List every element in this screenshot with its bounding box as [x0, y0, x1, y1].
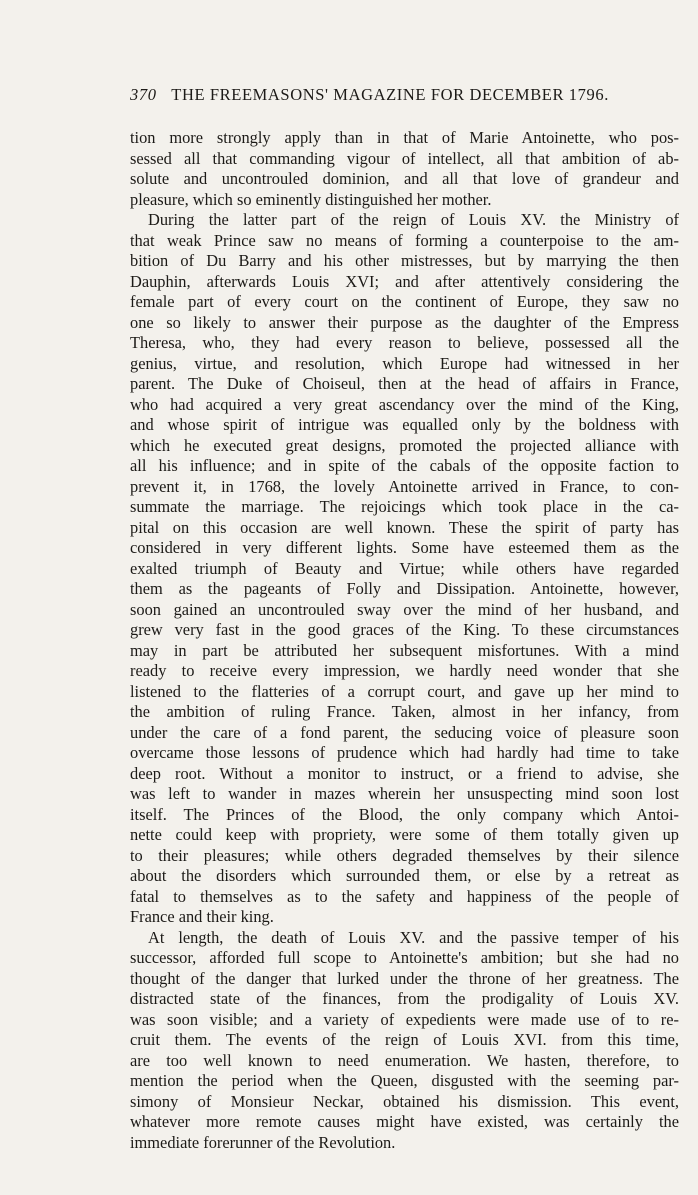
text-line: was left to wander in mazes wherein her unsuspecting mind soon lost — [130, 784, 679, 803]
text-line: considered in very different lights. Some have esteemed them as the — [130, 538, 679, 557]
text-line: one so likely to answer their purpose as the daughter of the Empress — [130, 312, 679, 332]
text-line: overcame those lessons of prudence which had hardly had time to take — [130, 743, 679, 762]
text-line: which he executed great designs, promoted the projected alliance with — [130, 435, 679, 455]
text-line: under the care of a fond parent, the seducing voice of pleasure soon — [130, 722, 679, 742]
text-line: the ambition of ruling France. Taken, almost in her infancy, from — [130, 702, 679, 721]
text-line: may in part be attributed her subsequent misfortunes. With a mind — [130, 640, 679, 660]
text-line: listened to the flatteries of a corrupt court, and gave up her mind to — [130, 681, 679, 701]
text-line: was soon visible; and a variety of expedients were made use of to re- — [130, 1009, 679, 1029]
text-line: prevent it, in 1768, the lovely Antoinette arrived in France, to con- — [130, 476, 679, 496]
article-body — [130, 128, 679, 1153]
text-line: who had acquired a very great ascendancy over the mind of the King, — [130, 394, 679, 414]
text-line: Theresa, who, they had every reason to believe, possessed all the — [130, 333, 679, 352]
page-number: 370 — [130, 85, 157, 104]
text-line: to their pleasures; while others degraded themselves by their silence — [130, 845, 679, 865]
text-line: fatal to themselves as to the safety and happiness of the people of — [130, 886, 679, 906]
text-line: bition of Du Barry and his other mistresses, but by marrying the then — [130, 251, 679, 270]
text-line: and whose spirit of intrigue was equalled only by the boldness with — [130, 415, 679, 434]
text-line: that weak Prince saw no means of forming a counterpoise to the am- — [130, 230, 679, 250]
text-line: cruit them. The events of the reign of Louis XVI. from this time, — [130, 1030, 679, 1049]
text-line: genius, virtue, and resolution, which Europe had witnessed in her — [130, 353, 679, 373]
text-line: parent. The Duke of Choiseul, then at the head of affairs in France, — [130, 374, 679, 393]
text-line: soon gained an uncontrouled sway over the mind of her husband, and — [130, 599, 679, 619]
text-line: tion more strongly apply than in that of Marie Antoinette, who pos- — [130, 128, 679, 147]
text-line: solute and uncontrouled dominion, and all that love of grandeur and — [130, 169, 679, 188]
text-line: are too well known to need enumeration. We hasten, therefore, to — [130, 1050, 679, 1070]
text-line: exalted triumph of Beauty and Virtue; while others have regarded — [130, 558, 679, 578]
page-header — [130, 85, 685, 105]
text-line: all his influence; and in spite of the cabals of the opposite faction to — [130, 456, 679, 475]
text-line: simony of Monsieur Neckar, obtained his dismission. This event, — [130, 1091, 679, 1111]
text-line: about the disorders which surrounded them, or else by a retreat as — [130, 866, 679, 885]
text-line: itself. The Princes of the Blood, the only company which Antoi- — [130, 804, 679, 824]
text-line: thought of the danger that lurked under the throne of her greatness. The — [130, 968, 679, 988]
text-line: nette could keep with propriety, were some of them totally given up — [130, 825, 679, 844]
text-line: summate the marriage. The rejoicings which took place in the ca- — [130, 497, 679, 516]
text-line: distracted state of the finances, from the prodigality of Louis XV. — [130, 989, 679, 1008]
text-line: deep root. Without a monitor to instruct, or a friend to advise, she — [130, 763, 679, 783]
text-line: mention the period when the Queen, disgusted with the seeming par- — [130, 1071, 679, 1090]
text-line: During the latter part of the reign of Louis XV. the Ministry of — [148, 210, 679, 229]
text-line: female part of every court on the continent of Europe, they saw no — [130, 292, 679, 311]
text-line: At length, the death of Louis XV. and the passive temper of his — [148, 927, 679, 947]
running-head: THE FREEMASONS' MAGAZINE FOR DECEMBER 1796. — [171, 85, 609, 104]
text-line: whatever more remote causes might have existed, was certainly the — [130, 1112, 679, 1131]
text-line: Dauphin, afterwards Louis XVI; and after attentively considering the — [130, 271, 679, 291]
text-line: pleasure, which so eminently distinguished her mother. — [130, 189, 492, 209]
text-line: ready to receive every impression, we hardly need wonder that she — [130, 661, 679, 680]
text-line: them as the pageants of Folly and Dissipation. Antoinette, however, — [130, 579, 679, 598]
text-line: sessed all that commanding vigour of intellect, all that ambition of ab- — [130, 148, 679, 168]
text-line: successor, afforded full scope to Antoinette's ambition; but she had no — [130, 948, 679, 967]
text-line: pital on this occasion are well known. These the spirit of party has — [130, 517, 679, 537]
text-line: France and their king. — [130, 907, 274, 926]
text-line: immediate forerunner of the Revolution. — [130, 1132, 396, 1152]
text-line: grew very fast in the good graces of the King. To these circumstances — [130, 620, 679, 639]
